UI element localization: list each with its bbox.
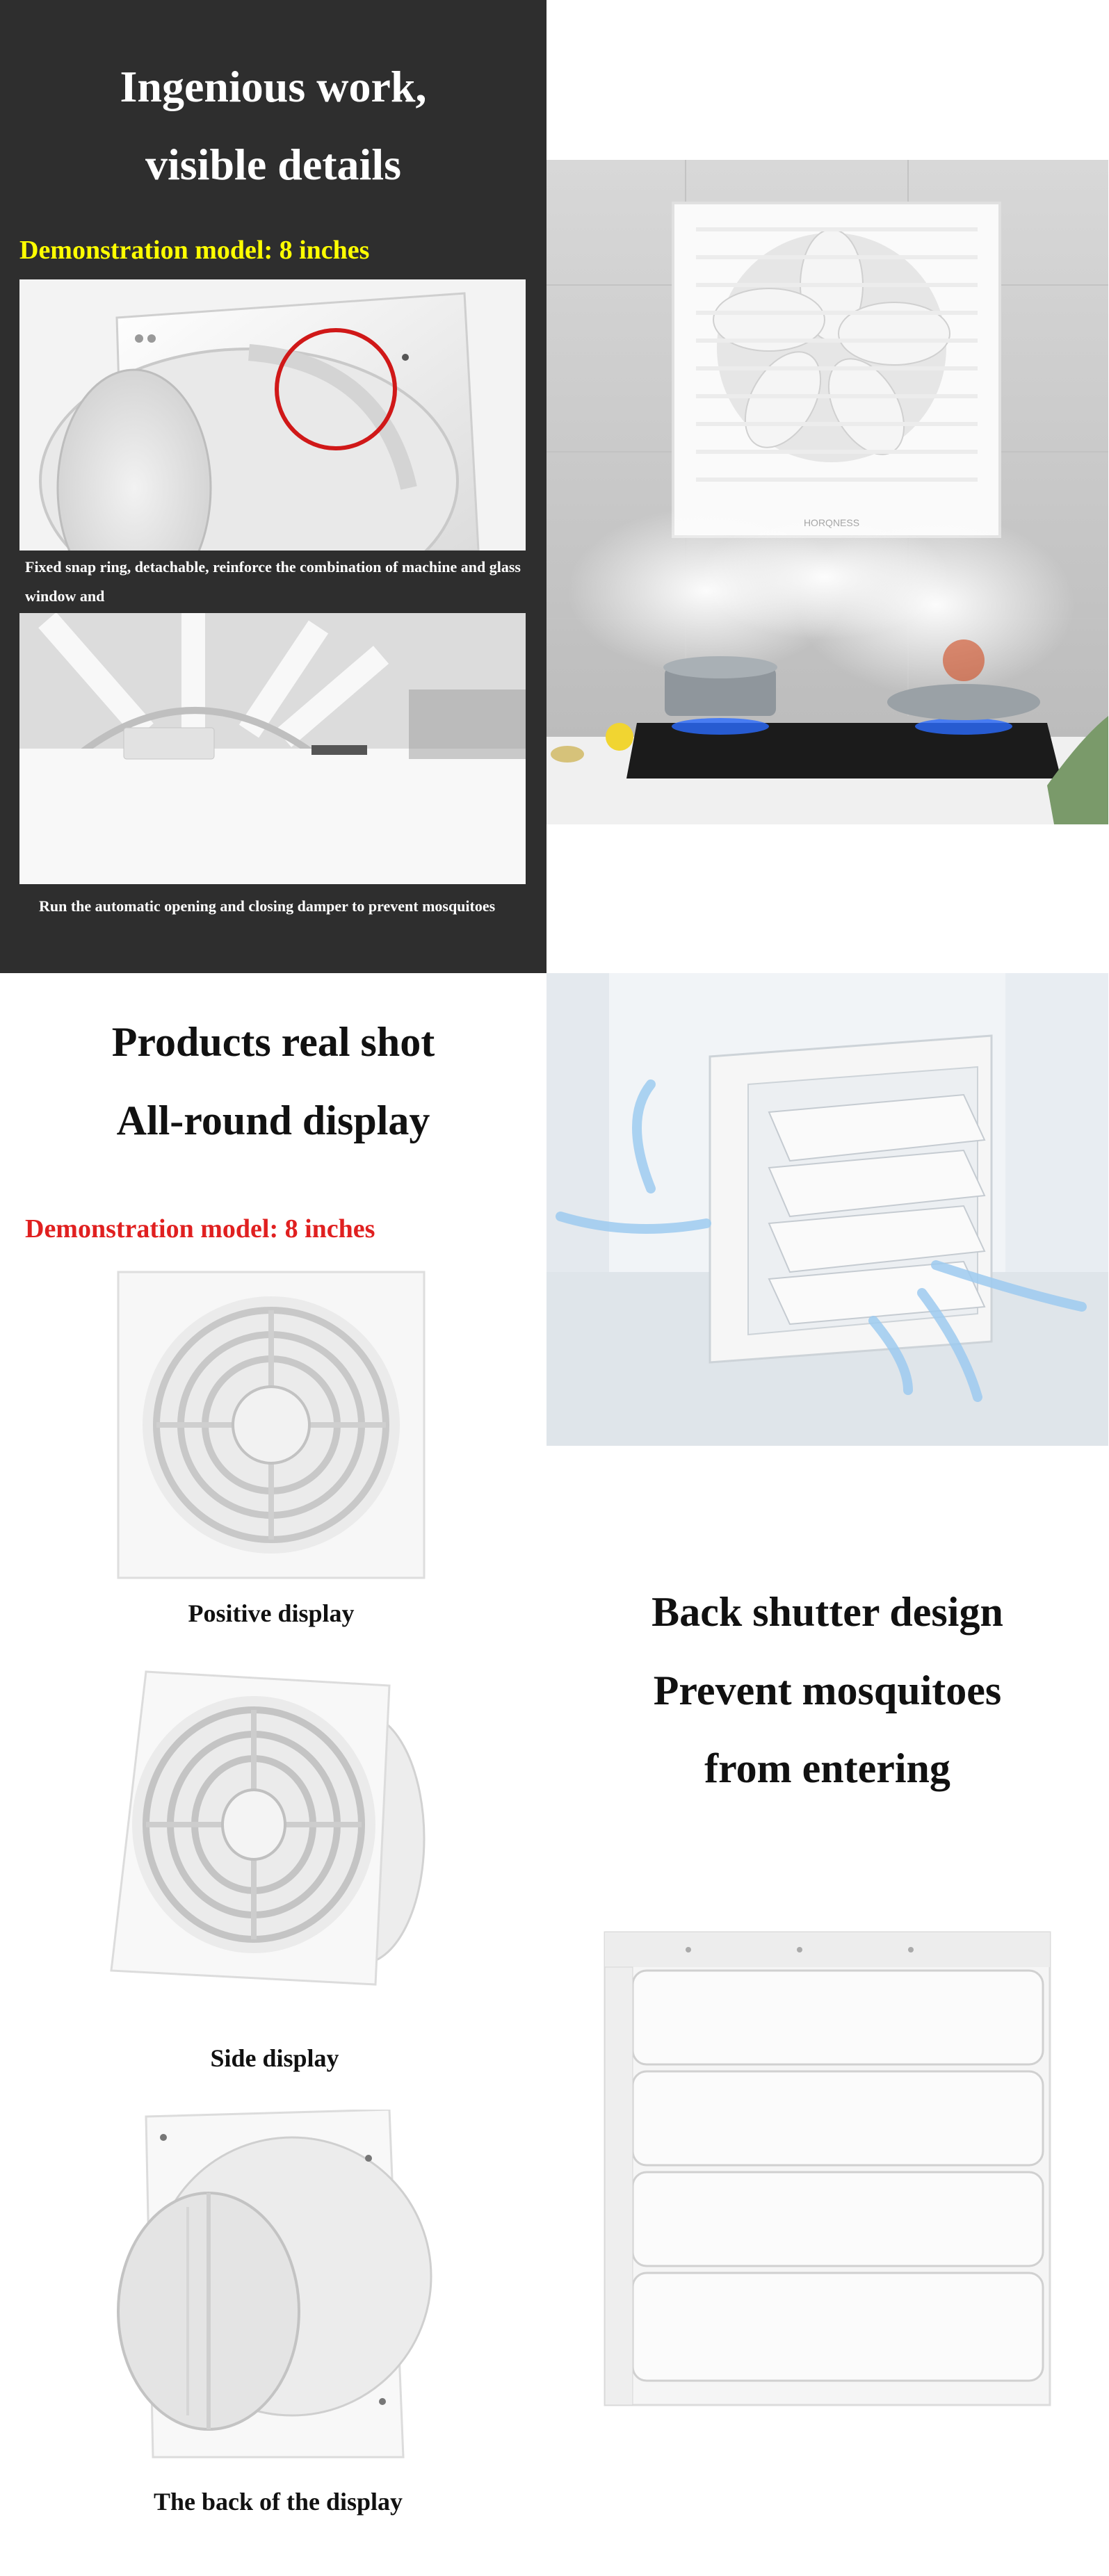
shutter-title-line1: Back shutter design bbox=[651, 1589, 1003, 1635]
fan-back-photo bbox=[83, 2110, 445, 2471]
front-display-caption: Positive display bbox=[188, 1599, 355, 1627]
shutter-title-line3: from entering bbox=[704, 1745, 950, 1791]
snap-ring-photo bbox=[19, 279, 526, 551]
products-demo-label: Demonstration model: 8 inches bbox=[25, 1214, 375, 1244]
back-shutter-photo bbox=[591, 1918, 1064, 2419]
fan-side-photo bbox=[97, 1665, 452, 2026]
damper-caption: Run the automatic opening and closing damper to prevent mosquitoes bbox=[39, 897, 496, 915]
airflow-photo bbox=[547, 973, 1108, 1446]
fan-front-photo bbox=[104, 1265, 438, 1599]
side-display-caption: Side display bbox=[210, 2044, 339, 2072]
details-title-line2: visible details bbox=[145, 140, 402, 189]
details-title-line1: Ingenious work, bbox=[120, 62, 427, 111]
kitchen-scene-photo bbox=[547, 160, 1108, 824]
back-display-caption: The back of the display bbox=[153, 2488, 403, 2516]
damper-photo bbox=[19, 613, 526, 884]
products-title-line1: Products real shot bbox=[111, 1019, 435, 1065]
details-demo-label: Demonstration model: 8 inches bbox=[19, 236, 370, 265]
snap-ring-caption: Fixed snap ring, detachable, reinforce the combination of machine and glass window and bbox=[25, 558, 521, 605]
shutter-title-line2: Prevent mosquitoes bbox=[653, 1668, 1002, 1713]
products-title-line2: All-round display bbox=[116, 1098, 430, 1143]
